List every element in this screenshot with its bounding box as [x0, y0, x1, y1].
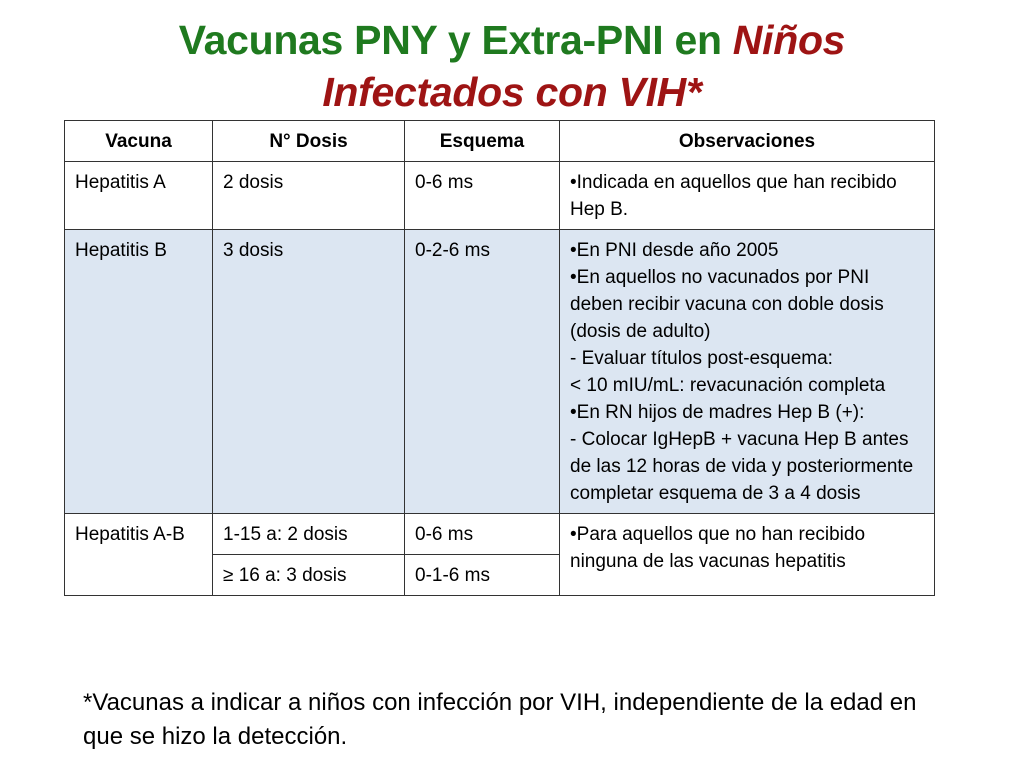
obs-line: - Colocar IgHepB + vacuna Hep B antes de las 12 horas de vida y posteriormente completar esquema de 3 a 4 dosis [570, 429, 914, 504]
cell-esquema: 0-2-6 ms [405, 230, 560, 514]
cell-dosis: 2 dosis [213, 162, 405, 230]
obs-line: •En PNI desde año 2005 [570, 240, 779, 261]
cell-dosis: ≥ 16 a: 3 dosis [213, 555, 405, 596]
table-row-hepatitis-ab-1 [65, 514, 935, 555]
header-vacuna: Vacuna [65, 121, 213, 162]
footnote: *Vacunas a indicar a niños con infección por VIH, independiente de la edad en que se hizo la detección. [83, 689, 917, 750]
header-esquema: Esquema [405, 121, 560, 162]
cell-dosis: 3 dosis [213, 230, 405, 514]
title-text-green: Vacunas PNY y Extra-PNI en [178, 17, 733, 63]
obs-line: - Evaluar títulos post-esquema: [570, 348, 833, 369]
obs-line: •Para aquellos que no han recibido ninguna de las vacunas hepatitis [570, 524, 866, 572]
table-row-hepatitis-a [65, 162, 935, 230]
header-observaciones: Observaciones [560, 121, 935, 162]
cell-vacuna: Hepatitis B [65, 230, 213, 514]
obs-line: < 10 mIU/mL: revacunación completa [570, 375, 886, 396]
title-line-2: Infectados con VIH* [322, 69, 702, 115]
cell-vacuna: Hepatitis A-B [65, 514, 213, 596]
cell-observaciones [560, 230, 935, 514]
vaccine-table [64, 120, 935, 596]
table-row-hepatitis-b [65, 230, 935, 514]
title-line-1 [0, 14, 1024, 66]
obs-line: •En aquellos no vacunados por PNI deben recibir vacuna con doble dosis (dosis de adulto) [570, 267, 884, 342]
cell-observaciones [560, 514, 935, 596]
obs-line: •Indicada en aquellos que han recibido Hep B. [570, 172, 897, 220]
header-dosis: N° Dosis [213, 121, 405, 162]
slide-title [0, 14, 1024, 118]
cell-dosis: 1-15 a: 2 dosis [213, 514, 405, 555]
cell-observaciones [560, 162, 935, 230]
cell-esquema: 0-6 ms [405, 514, 560, 555]
cell-vacuna: Hepatitis A [65, 162, 213, 230]
obs-line: •En RN hijos de madres Hep B (+): [570, 402, 865, 423]
cell-esquema: 0-6 ms [405, 162, 560, 230]
title-text-red: Niños [732, 17, 846, 63]
table-header-row [65, 121, 935, 162]
cell-esquema: 0-1-6 ms [405, 555, 560, 596]
